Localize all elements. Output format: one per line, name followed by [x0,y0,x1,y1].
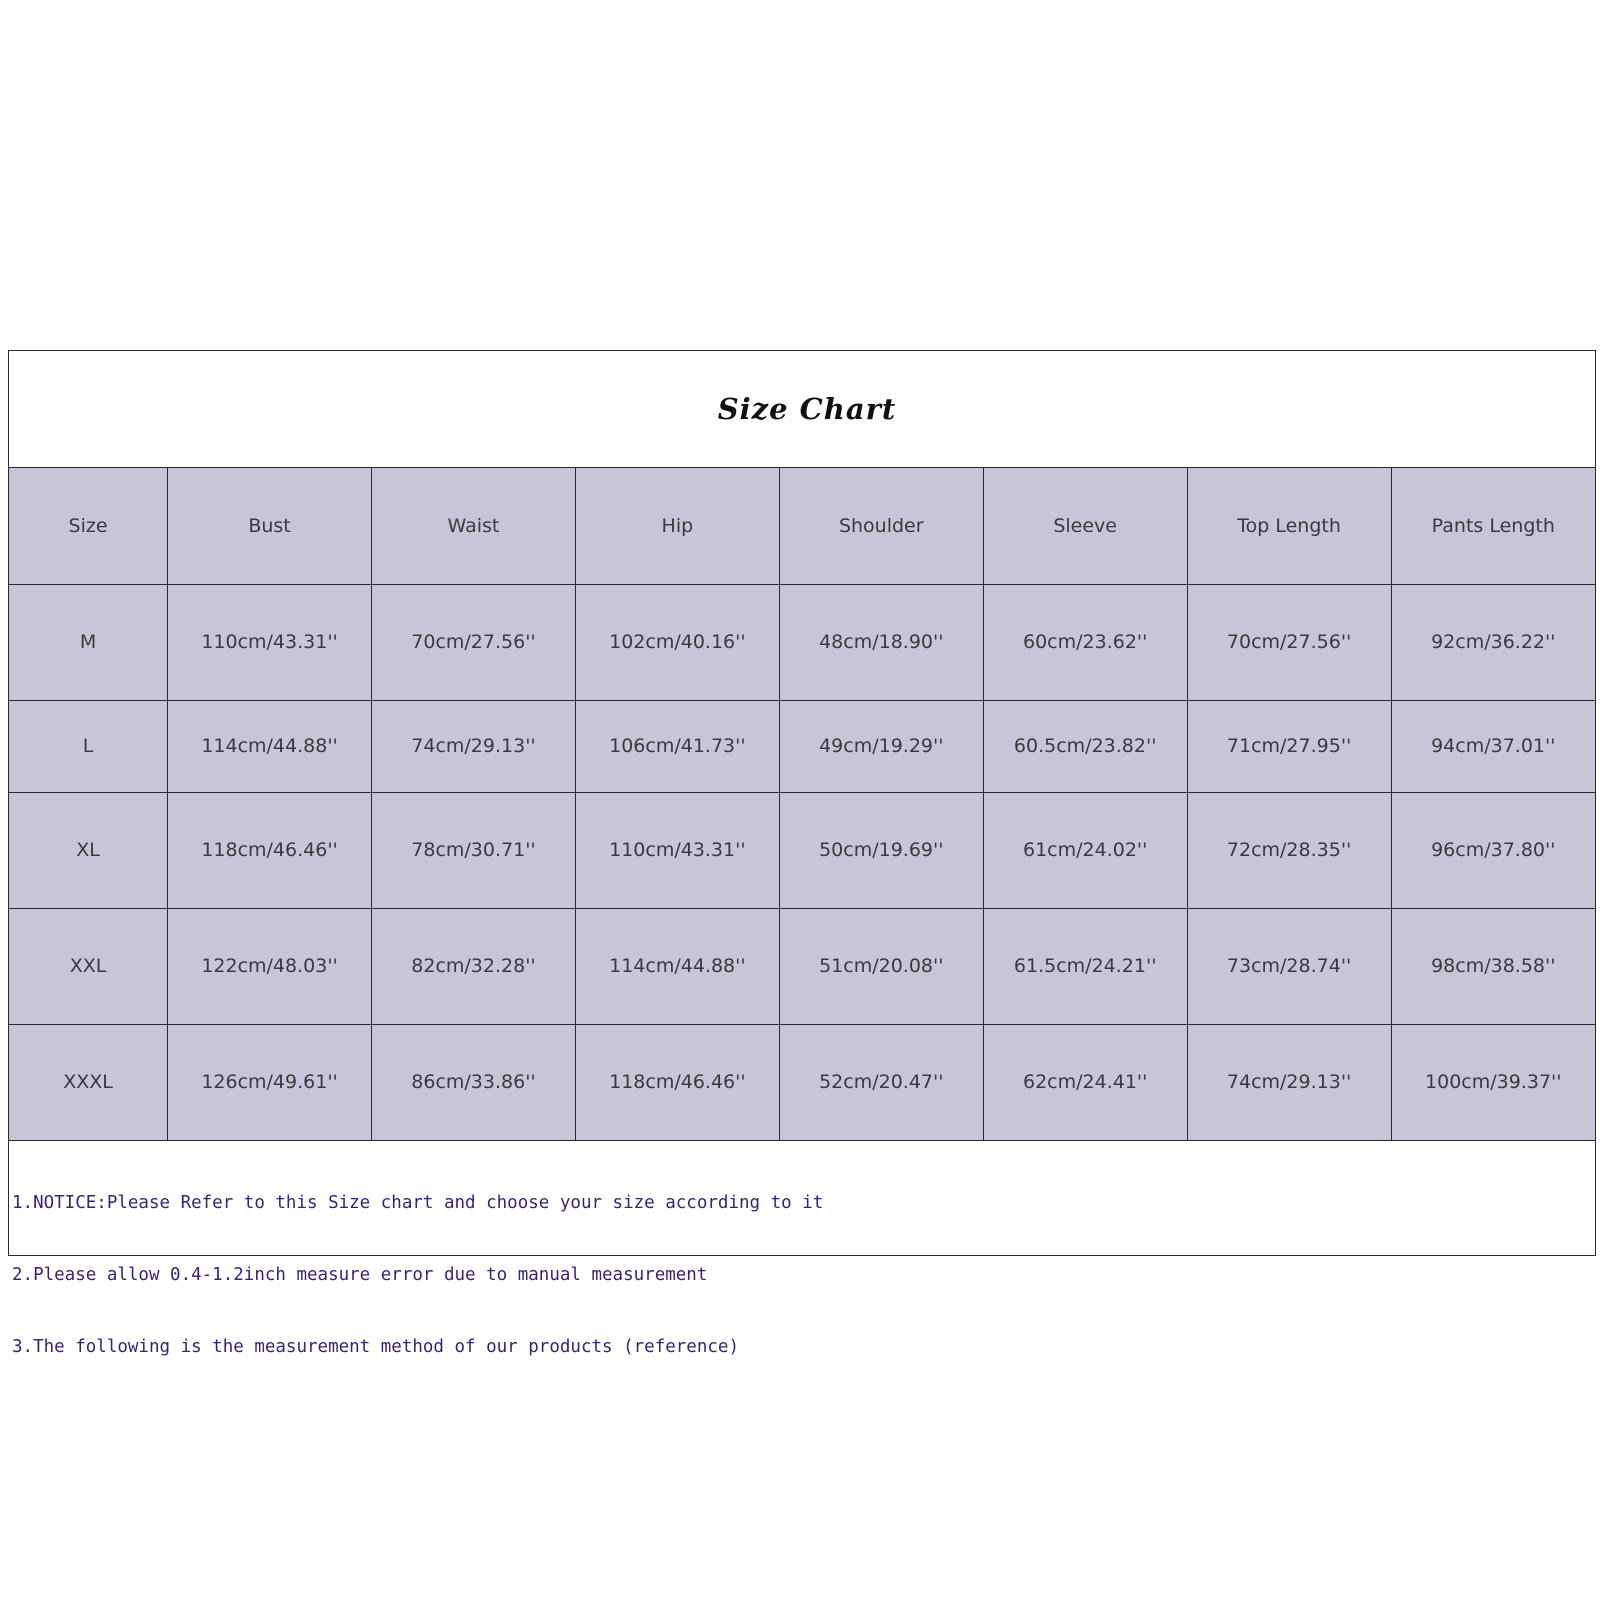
cell-hip: 106cm/41.73'' [575,700,779,792]
table-row [9,792,1595,908]
cell-top-length: 71cm/27.95'' [1187,700,1391,792]
cell-shoulder: 52cm/20.47'' [779,1024,983,1140]
cell-hip: 114cm/44.88'' [575,908,779,1024]
cell-top-length: 73cm/28.74'' [1187,908,1391,1024]
cell-sleeve: 61cm/24.02'' [983,792,1187,908]
cell-waist: 74cm/29.13'' [372,700,576,792]
cell-top-length: 74cm/29.13'' [1187,1024,1391,1140]
header-sleeve: Sleeve [983,468,1187,584]
cell-waist: 70cm/27.56'' [372,584,576,700]
cell-bust: 114cm/44.88'' [168,700,372,792]
table-row [9,1024,1595,1140]
cell-hip: 118cm/46.46'' [575,1024,779,1140]
size-table [9,468,1595,1141]
cell-shoulder: 49cm/19.29'' [779,700,983,792]
cell-pants-length: 94cm/37.01'' [1391,700,1595,792]
header-shoulder: Shoulder [779,468,983,584]
cell-bust: 118cm/46.46'' [168,792,372,908]
header-pants-length: Pants Length [1391,468,1595,584]
header-size: Size [9,468,168,584]
cell-pants-length: 100cm/39.37'' [1391,1024,1595,1140]
cell-size: L [9,700,168,792]
cell-hip: 110cm/43.31'' [575,792,779,908]
cell-size: XL [9,792,168,908]
header-bust: Bust [168,468,372,584]
cell-sleeve: 60.5cm/23.82'' [983,700,1187,792]
cell-waist: 86cm/33.86'' [372,1024,576,1140]
table-row [9,700,1595,792]
table-row [9,908,1595,1024]
cell-hip: 102cm/40.16'' [575,584,779,700]
note-line: 1.NOTICE:Please Refer to this Size chart and choose your size according to it [12,1192,824,1213]
cell-shoulder: 48cm/18.90'' [779,584,983,700]
chart-title: Size Chart [717,392,897,426]
cell-sleeve: 61.5cm/24.21'' [983,908,1187,1024]
cell-waist: 78cm/30.71'' [372,792,576,908]
cell-pants-length: 92cm/36.22'' [1391,584,1595,700]
cell-top-length: 72cm/28.35'' [1187,792,1391,908]
size-chart [8,350,1596,1357]
header-waist: Waist [372,468,576,584]
cell-sleeve: 60cm/23.62'' [983,584,1187,700]
cell-top-length: 70cm/27.56'' [1187,584,1391,700]
table-row [9,584,1595,700]
notes-section [9,1141,1595,1407]
cell-sleeve: 62cm/24.41'' [983,1024,1187,1140]
cell-bust: 110cm/43.31'' [168,584,372,700]
cell-waist: 82cm/32.28'' [372,908,576,1024]
cell-shoulder: 50cm/19.69'' [779,792,983,908]
header-hip: Hip [575,468,779,584]
cell-size: M [9,584,168,700]
note-line: 2.Please allow 0.4-1.2inch measure error due to manual measurement [12,1264,708,1285]
header-row [9,468,1595,584]
cell-size: XXL [9,908,168,1024]
cell-size: XXXL [9,1024,168,1140]
cell-shoulder: 51cm/20.08'' [779,908,983,1024]
title-bar [9,351,1595,468]
cell-bust: 126cm/49.61'' [168,1024,372,1140]
cell-pants-length: 96cm/37.80'' [1391,792,1595,908]
cell-pants-length: 98cm/38.58'' [1391,908,1595,1024]
cell-bust: 122cm/48.03'' [168,908,372,1024]
note-line: 3.The following is the measurement method of our products (reference) [12,1336,739,1357]
header-top-length: Top Length [1187,468,1391,584]
